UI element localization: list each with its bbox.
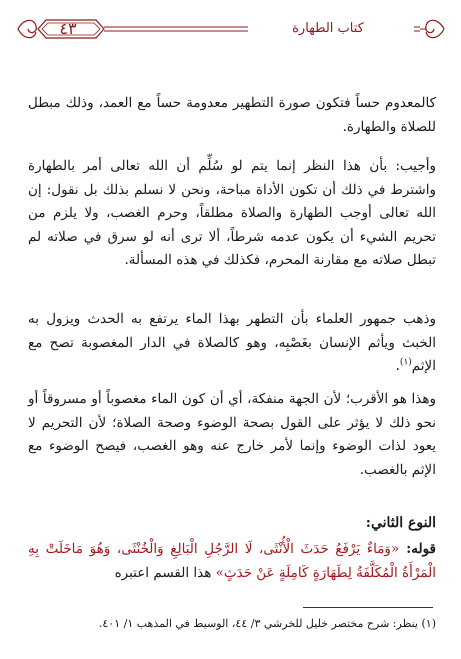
paragraph-2: وأجيب: بأن هذا النظر إنما يتم لو سُلِّم أن الله تعالى أمر بالطهارة واشترط في ذلك أن تكون الأداة مباحة، ونحن لا نسلم بذلك بل نقول: إن الله تعالى أوجب الطهارة والصلاة مطلقاً، وحرم الغصب، ولا يلزم من تحريم الشيء أن يكون عدمه شرطاً، ألا ترى أنه لو سرق في صلاته لم تبطل صلاته مع مقارنة المحرم، فكذلك في هذه المسألة. <box>28 158 436 268</box>
quoted-matn: «وَمَاءٌ يَرْفَعُ حَدَثَ الْأُنْثَى، لَا الرَّجُلِ الْبَالِغِ وَالْخُنْثَى، وَهُوَ مَاخَلَتْ بِهِ الْمَرْأَةُ الْمُكَلَّفَةُ لِطَهَارَةٍ كَامِلَةٍ عَنْ حَدَثٍ» <box>28 541 436 581</box>
quoted-text-paragraph <box>28 538 436 585</box>
paragraph-3 <box>28 308 436 379</box>
section-heading: النوع الثاني: <box>365 515 436 531</box>
paragraph-3-end: . <box>395 358 400 374</box>
paragraph-4: وهذا هو الأقرب؛ لأن الجهة منفكة، أي أن كون الماء مغصوباً أو مسروقاً أو نحو ذلك لا يؤثر على القول بصحة الوضوء وصحة الصلاة؛ لأن التحريم لا يعود لذات الوضوء وإنما لأمر خارج عنه وهو الغصب، فيصح الوضوء مع الإثم بالغصب. <box>28 391 436 478</box>
page-number: ٤٣ <box>59 19 77 38</box>
footnote-reference[interactable]: (١) <box>399 357 412 368</box>
quote-commentary: هذا القسم اعتبره <box>114 564 216 581</box>
paragraph-1: كالمعدوم حساً فتكون صورة التطهير معدومة حساً مع العمد، وذلك مبطل للصلاة والطهارة. <box>28 95 436 135</box>
footnote: (١) ينظر: شرح مختصر خليل للخرشي ٣/ ٤٤، الوسيط في المذهب ١/ ٤٠١. <box>98 617 436 630</box>
page-header <box>16 14 446 44</box>
quote-label: قوله: <box>399 541 436 557</box>
running-title: كتاب الطهارة <box>292 21 364 36</box>
footnote-separator <box>303 607 433 608</box>
paragraph-3-text: وذهب جمهور العلماء بأن التطهر بهذا الماء يرتفع به الحدث ويزول به الخبث ويأثم الإنسان بغَصْبِه، وهو كالصلاة في الدار المغصوبة تصح مع الإثم <box>28 311 436 374</box>
